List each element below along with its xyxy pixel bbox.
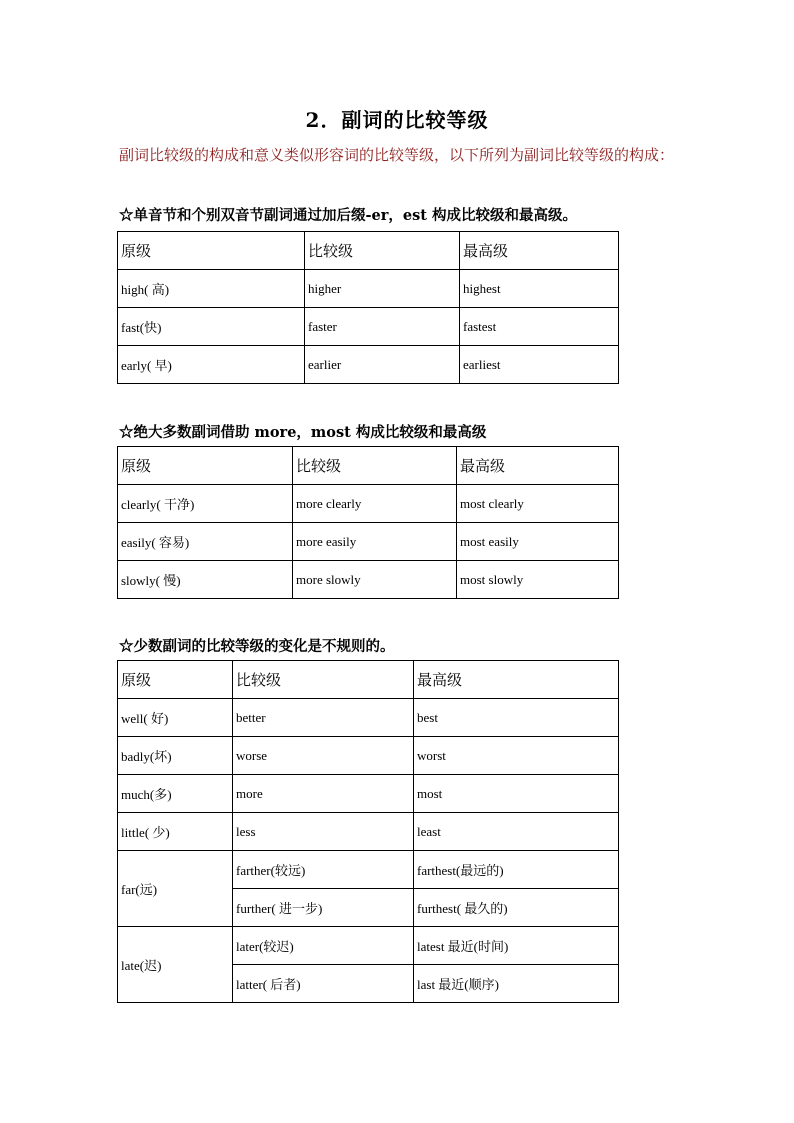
- table-row: [118, 561, 619, 599]
- cell-comparative: more clearly: [293, 485, 457, 523]
- cell-base: well( 好): [118, 699, 233, 737]
- cell-base: fast(快): [118, 308, 305, 346]
- cell-base: clearly( 干净): [118, 485, 293, 523]
- cell-base: easily( 容易): [118, 523, 293, 561]
- table-more-most-comparison: [117, 446, 619, 599]
- cell-comparative: less: [233, 813, 414, 851]
- cell-comparative: earlier: [305, 346, 460, 384]
- cell-base-group: late(迟): [118, 927, 233, 1003]
- cell-base: slowly( 慢): [118, 561, 293, 599]
- table-row: [118, 813, 619, 851]
- section-heading-regular: ☆单音节和个别双音节副词通过加后缀-er，est 构成比较级和最高级。: [119, 207, 578, 224]
- table-regular-comparison: [117, 231, 619, 384]
- table-header-row: [118, 661, 619, 699]
- header-superlative: 最高级: [457, 447, 619, 485]
- header-superlative: 最高级: [414, 661, 619, 699]
- header-base: 原级: [118, 447, 293, 485]
- cell-superlative: best: [414, 699, 619, 737]
- cell-comparative: worse: [233, 737, 414, 775]
- table-row: [118, 737, 619, 775]
- table-row: [118, 270, 619, 308]
- cell-base: little( 少): [118, 813, 233, 851]
- cell-base: much(多): [118, 775, 233, 813]
- cell-comparative: later(较迟): [233, 927, 414, 965]
- table-row: [118, 775, 619, 813]
- cell-superlative: highest: [460, 270, 619, 308]
- section-heading-more-most: ☆绝大多数副词借助 more，most 构成比较级和最高级: [119, 424, 487, 441]
- cell-base: badly(坏): [118, 737, 233, 775]
- cell-base-group: far(远): [118, 851, 233, 927]
- cell-superlative: latest 最近(时间): [414, 927, 619, 965]
- table-irregular-comparison: [117, 660, 619, 1003]
- cell-superlative: most clearly: [457, 485, 619, 523]
- cell-superlative: worst: [414, 737, 619, 775]
- cell-superlative: furthest( 最久的): [414, 889, 619, 927]
- cell-superlative: farthest(最远的): [414, 851, 619, 889]
- table-row: [118, 485, 619, 523]
- header-superlative: 最高级: [460, 232, 619, 270]
- cell-comparative: better: [233, 699, 414, 737]
- cell-base: high( 高): [118, 270, 305, 308]
- cell-comparative: faster: [305, 308, 460, 346]
- section-heading-irregular: ☆少数副词的比较等级的变化是不规则的。: [119, 638, 395, 655]
- intro-paragraph: 副词比较级的构成和意义类似形容词的比较等级，以下所列为副词比较等级的构成：: [119, 146, 675, 164]
- cell-comparative: more slowly: [293, 561, 457, 599]
- table-row: [118, 308, 619, 346]
- cell-comparative: more easily: [293, 523, 457, 561]
- cell-comparative: higher: [305, 270, 460, 308]
- header-comparative: 比较级: [293, 447, 457, 485]
- header-comparative: 比较级: [305, 232, 460, 270]
- cell-superlative: most: [414, 775, 619, 813]
- header-base: 原级: [118, 232, 305, 270]
- cell-base: early( 早): [118, 346, 305, 384]
- table-row: [118, 851, 619, 889]
- cell-superlative: most easily: [457, 523, 619, 561]
- cell-comparative: further( 进一步): [233, 889, 414, 927]
- table-header-row: [118, 232, 619, 270]
- cell-superlative: most slowly: [457, 561, 619, 599]
- page-title: 2．副词的比较等级: [305, 108, 489, 132]
- header-base: 原级: [118, 661, 233, 699]
- table-row: [118, 346, 619, 384]
- cell-comparative: farther(较远): [233, 851, 414, 889]
- cell-superlative: last 最近(顺序): [414, 965, 619, 1003]
- table-row: [118, 523, 619, 561]
- header-comparative: 比较级: [233, 661, 414, 699]
- cell-superlative: least: [414, 813, 619, 851]
- table-row: [118, 699, 619, 737]
- table-header-row: [118, 447, 619, 485]
- cell-comparative: latter( 后者): [233, 965, 414, 1003]
- table-row: [118, 927, 619, 965]
- cell-superlative: fastest: [460, 308, 619, 346]
- cell-superlative: earliest: [460, 346, 619, 384]
- cell-comparative: more: [233, 775, 414, 813]
